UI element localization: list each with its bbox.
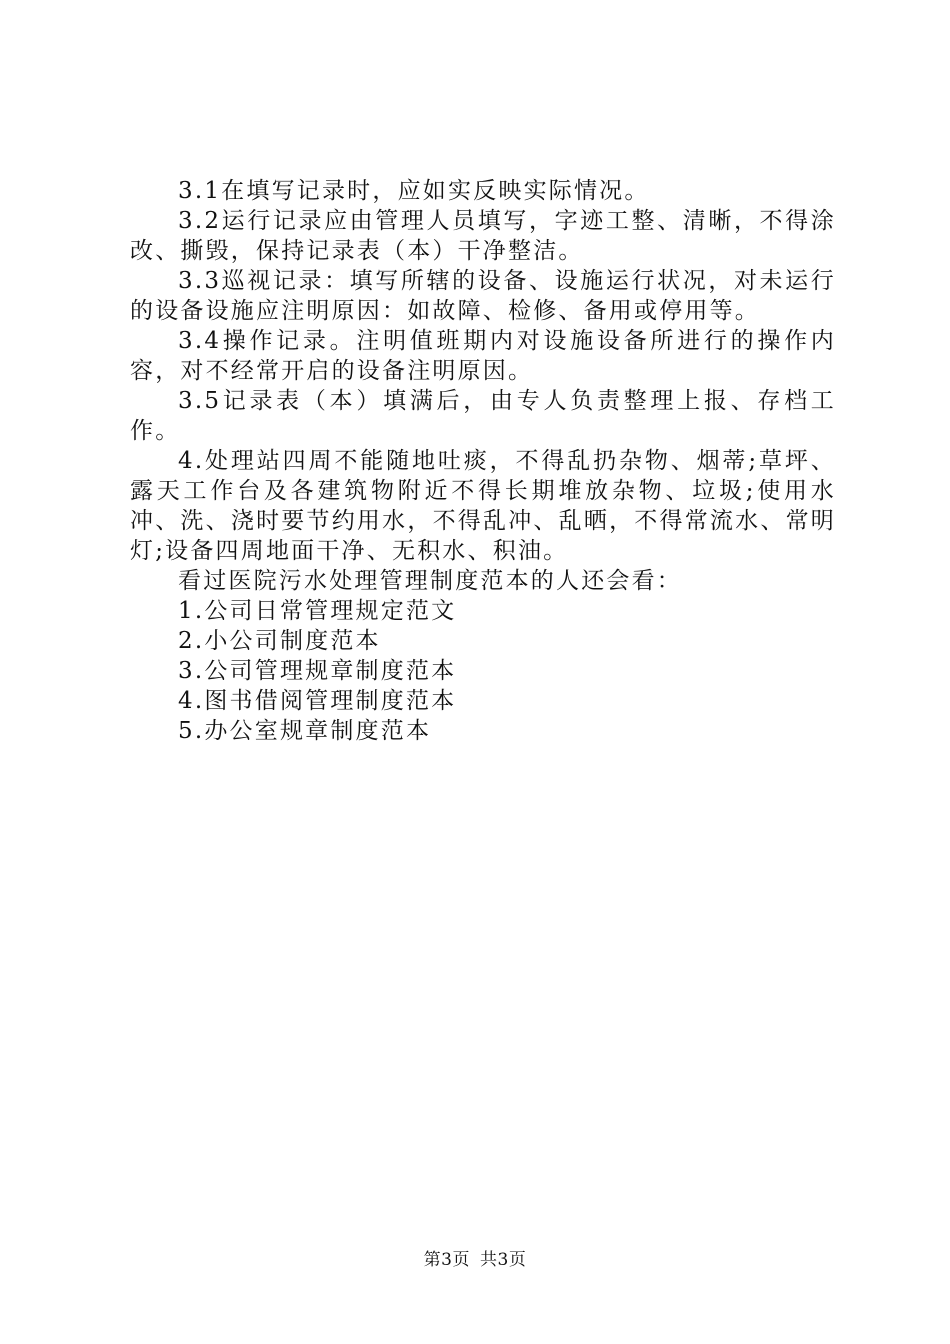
document-body <box>130 176 836 746</box>
related-item[interactable]: 3.公司管理规章制度范本 <box>178 658 457 684</box>
related-item[interactable]: 5.办公室规章制度范本 <box>178 718 432 744</box>
paragraph-3-5: 3.5记录表（本）填满后，由专人负责整理上报、存档工作。 <box>130 388 836 444</box>
page-footer <box>0 1245 950 1270</box>
related-heading: 看过医院污水处理管理制度范本的人还会看： <box>178 568 682 594</box>
paragraph-3-2: 3.2运行记录应由管理人员填写，字迹工整、清晰，不得涂改、撕毁，保持记录表（本）干净整洁。 <box>130 208 836 264</box>
paragraph-3-4: 3.4操作记录。注明值班期内对设施设备所进行的操作内容，对不经常开启的设备注明原因。 <box>130 328 836 384</box>
paragraph-3-1: 3.1在填写记录时，应如实反映实际情况。 <box>178 178 650 204</box>
page-total: 共3页 <box>480 1250 527 1270</box>
related-item[interactable]: 1.公司日常管理规定范文 <box>178 598 457 624</box>
paragraph-4: 4.处理站四周不能随地吐痰，不得乱扔杂物、烟蒂;草坪、露天工作台及各建筑物附近不得长期堆放杂物、垃圾;使用水冲、洗、浇时要节约用水，不得乱冲、乱晒，不得常流水、常明灯;设备四周地面干净、无积水、积油。 <box>130 448 836 564</box>
related-item[interactable]: 4.图书借阅管理制度范本 <box>178 688 457 714</box>
related-item[interactable]: 2.小公司制度范本 <box>178 628 381 654</box>
paragraph-3-3: 3.3巡视记录：填写所辖的设备、设施运行状况，对未运行的设备设施应注明原因：如故障、检修、备用或停用等。 <box>130 268 836 324</box>
page-number: 第3页 <box>423 1250 470 1270</box>
